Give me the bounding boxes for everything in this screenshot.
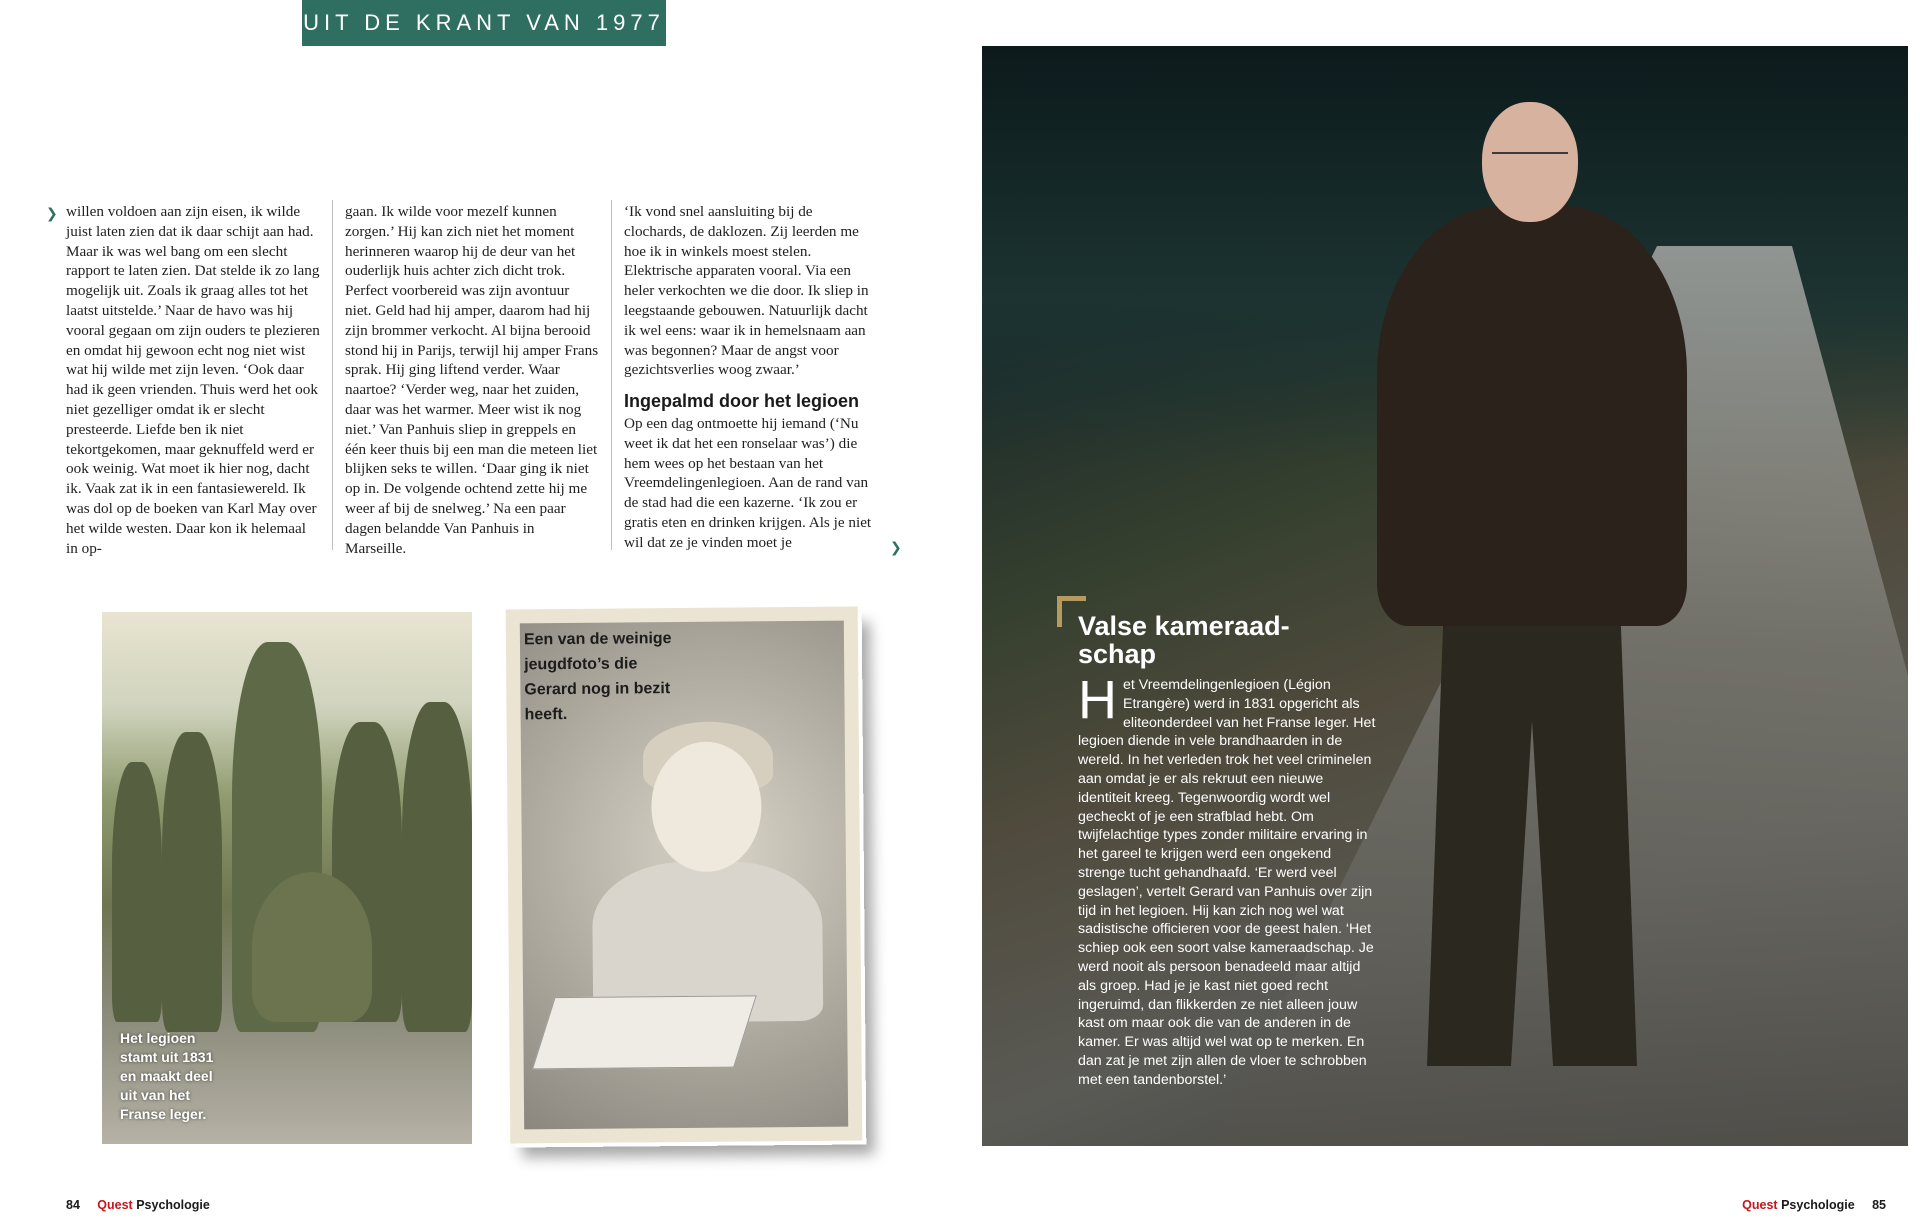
sidebar-text: et Vreemdelingenlegioen (Légion Etrangère) werd in 1831 opgericht als eliteonderdeel van het Franse leger. Het legioen diende in vele brandhaarden in de wereld. In het verleden trok het veel criminelen aan omdat je er als rekruut een nieuwe identiteit kreeg. Tegenwoordig wordt wel gecheckt of je een strafblad hebt. Om twijfelachtige types zonder militaire ervaring in het gareel te krijgen werd een ongekend strenge tucht gehandhaafd. ‘Er werd veel geslagen’, vertelt Gerard van Panhuis over zijn tijd in het legioen. Hij kan zich nog wel wat sadistische officieren voor de geest halen. ‘Het schiep ook een soort valse kameraadschap. Je werd nooit als persoon benadeeld maar altijd als groep. Had je je kast niet goed recht ingeruimd, dan flikkerden ze niet alleen jouw kast om maar ook die van de anderen in de kamer. Er was altijd wel wat op te merken. En dan zat je met zijn allen de vloer te schrobben met een tandenborstel.’ [1078, 677, 1376, 1088]
article-paragraph: willen voldoen aan zijn eisen, ik wilde juist laten zien dat ik daar schijt aan had. Maar ik was wel bang om een slecht rapport te laten zien. Dat stelde ik zo lang mogelijk uit. Zoals ik graag alles tot het laatst uitstelde.’ Naar de havo was hij vooral gegaan om zijn ouders te plezieren en omdat hij gewoon echt nog niet wist wat hij wilde met zijn leven. ‘Ook daar had ik geen vrienden. Thuis werd het ook niet gezelliger omdat ik er slecht presteerde. Liefde ben ik niet tekortgekomen, maar geknuffeld werd er ook weinig. Wat moet ik hier nog, dacht ik. Vaak zat ik in een fantasiewereld. Ik was dol op de boeken van Karl May over het wilde westen. Daar kon ik helemaal in op- [66, 203, 320, 557]
legion-photo-caption: Het legioen stamt uit 1831 en maakt deel uit van het Franse leger. [120, 1030, 214, 1122]
sidebar-body [1078, 670, 1380, 1090]
column-divider [611, 200, 612, 550]
page-number: 84 [66, 1198, 80, 1212]
folio-right [1742, 1198, 1886, 1212]
article-column-2 [345, 202, 599, 558]
magazine-name: Psychologie [136, 1198, 210, 1212]
chevron-right-icon: ❯ [890, 540, 902, 556]
chevron-right-icon: ❯ [46, 206, 58, 222]
page-number: 85 [1872, 1198, 1886, 1212]
right-page [960, 0, 1920, 1232]
article-column-1 [66, 202, 320, 558]
article-paragraph: Op een dag ontmoette hij iemand (‘Nu weet ik dat het een ronselaar was’) die hem wees op het bestaan van het Vreemdelingenlegioen. Aan de rand van de stad had die een kazerne. ‘Ik zou er gratis eten en drinken krijgen. Als je niet wil dat ze je vinden moet je [624, 414, 872, 551]
section-banner: UIT DE KRANT VAN 1977 [302, 0, 666, 46]
drop-cap: H [1078, 670, 1117, 730]
childhood-photo-caption: Een van de weinige jeugdfoto’s die Gerard nog in bezit heeft. [523, 630, 672, 724]
portrait-photo [982, 46, 1908, 1146]
article-subheading: Ingepalmd door het legioen [624, 391, 860, 412]
brand-name: Quest [97, 1198, 133, 1212]
column-divider [332, 200, 333, 550]
folio-left [66, 1198, 210, 1212]
childhood-photo [506, 606, 863, 1143]
article-column-3 [624, 202, 878, 553]
article-paragraph: ‘Ik vond snel aansluiting bij de clochards, de daklozen. Zij leerden me hoe ik in winkels moest stelen. Elektrische apparaten vooral. Via een heler verkochten we die door. Ik sliep in leegstaande gebouwen. Natuurlijk dacht ik wel eens: waar ik in hemelsnaam aan was begonnen? Maar de angst voor gezichtsverlies woog zwaar.’ [624, 203, 869, 379]
brand-name: Quest [1742, 1198, 1778, 1212]
legion-photo [102, 612, 472, 1144]
sidebar-title: Valse kameraad-schap [1078, 611, 1290, 669]
magazine-name: Psychologie [1781, 1198, 1855, 1212]
article-paragraph: gaan. Ik wilde voor mezelf kunnen zorgen.’ Hij kan zich niet het moment herinneren waarop hij de deur van het ouderlijk huis achter zich dicht trok. Perfect voorbereid was zijn avontuur niet. Geld had hij amper, daarom had hij zijn brommer verkocht. Al bijna berooid stond hij in Parijs, terwijl hij amper Frans sprak. Hij ging liftend verder. Waar naartoe? ‘Verder weg, naar het zuiden, daar was het warmer. Meer wist ik nog niet.’ Van Panhuis sliep in greppels en één keer thuis bij een man die meteen liet blijken seks te willen. ‘Daar ging ik niet op in. De volgende ochtend zette hij me weer af bij de snelweg.’ Na een paar dagen belandde Van Panhuis in Marseille. [345, 203, 599, 557]
